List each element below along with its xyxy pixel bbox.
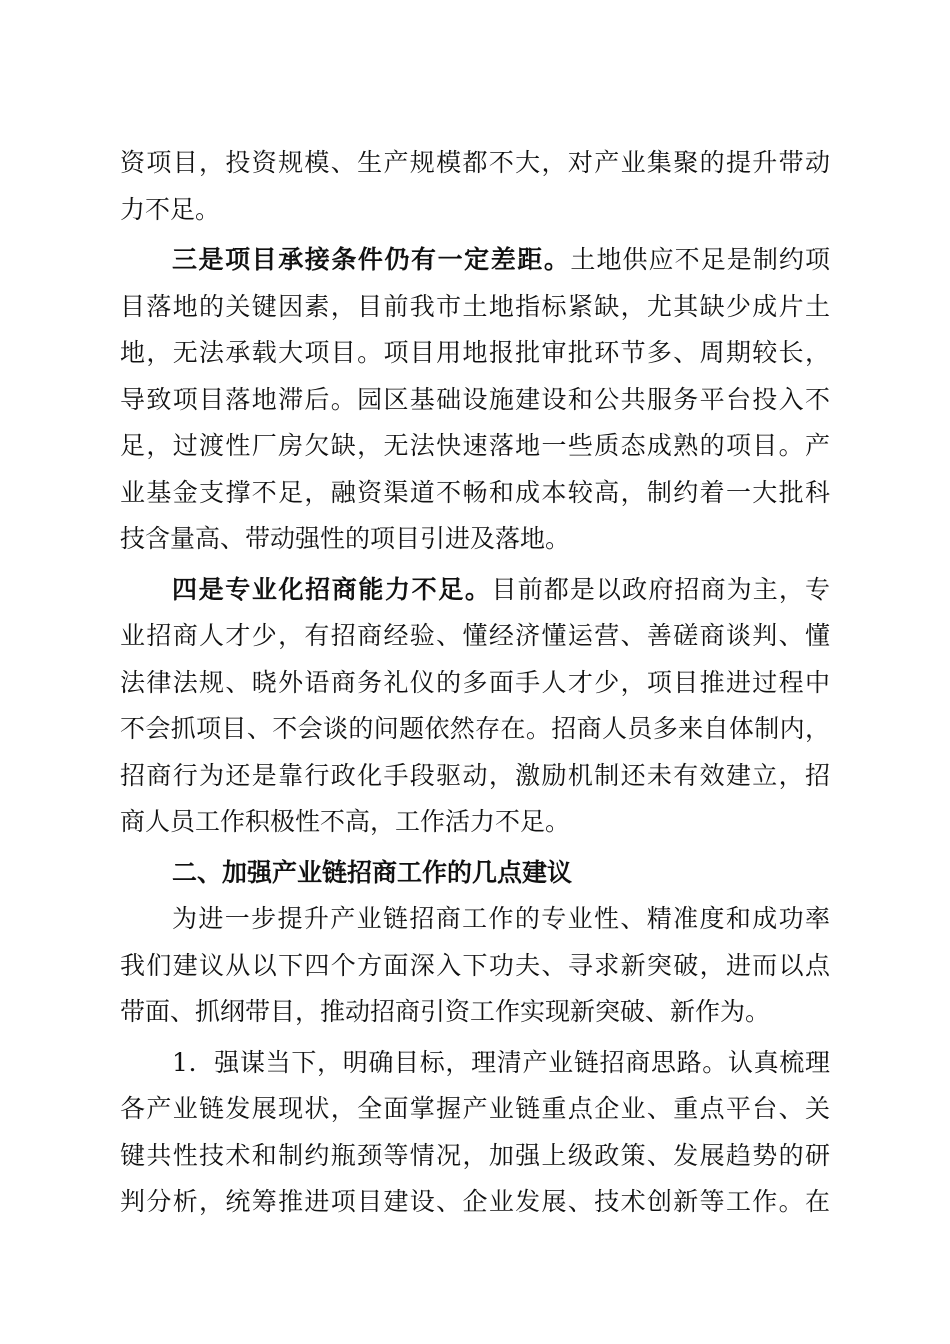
document-body	[120, 140, 830, 1226]
text-line: 资项目，投资规模、生产规模都不大，对产业集聚的提升带动	[120, 148, 830, 177]
text-line: 足，过渡性厂房欠缺，无法快速落地一些质态成熟的项目。产	[120, 431, 830, 460]
text-line: 为进一步提升产业链招商工作的专业性、精准度和成功率	[172, 904, 830, 933]
text-line: 力不足。	[120, 194, 221, 224]
text-line: 技含量高、带动强性的项目引进及落地。	[120, 524, 571, 553]
text-run: 目前都是以政府招商为主，专	[491, 574, 830, 604]
text-line: 业招商人才少，有招商经验、懂经济懂运营、善磋商谈判、懂	[120, 621, 830, 650]
text-line: 法律法规、晓外语商务礼仪的多面手人才少，项目推进过程中	[120, 667, 830, 697]
text-line: 目落地的关键因素，目前我市土地指标紧缺，尤其缺少成片土	[120, 291, 830, 321]
text-line: 导致项目落地滞后。园区基础设施建设和公共服务平台投入不	[120, 384, 830, 414]
text-line: 判分析，统筹推进项目建设、企业发展、技术创新等工作。在	[120, 1187, 830, 1216]
paragraph-lead: 四是专业化招商能力不足。	[172, 574, 492, 604]
paragraph-first-line	[120, 237, 830, 284]
text-line: 招商行为还是靠行政化手段驱动，激励机制还未有效建立，招	[120, 760, 830, 790]
text-line: 各产业链发展现状，全面掌握产业链重点企业、重点平台、关	[120, 1094, 830, 1123]
text-line: 商人员工作积极性不高，工作活力不足。	[120, 807, 571, 836]
text-line: 我们建议从以下四个方面深入下功夫、寻求新突破，进而以点	[120, 950, 830, 980]
text-line: 地，无法承载大项目。项目用地报批审批环节多、周期较长，	[120, 338, 830, 367]
paragraph-first-line	[120, 567, 830, 614]
text-line: 1．强谋当下，明确目标，理清产业链招商思路。认真梳理	[172, 1047, 830, 1077]
section-heading: 二、加强产业链招商工作的几点建议	[172, 857, 573, 887]
paragraph-lead: 三是项目承接条件仍有一定差距。	[172, 245, 571, 274]
text-run: 土地供应不足是制约项	[570, 245, 830, 274]
text-line: 键共性技术和制约瓶颈等情况，加强上级政策、发展趋势的研	[120, 1140, 830, 1170]
text-line: 不会抓项目、不会谈的问题依然存在。招商人员多来自体制内，	[120, 714, 830, 743]
text-line: 业基金支撑不足，融资渠道不畅和成本较高，制约着一大批科	[120, 477, 830, 507]
text-line: 带面、抓纲带目，推动招商引资工作实现新突破、新作为。	[120, 997, 771, 1026]
